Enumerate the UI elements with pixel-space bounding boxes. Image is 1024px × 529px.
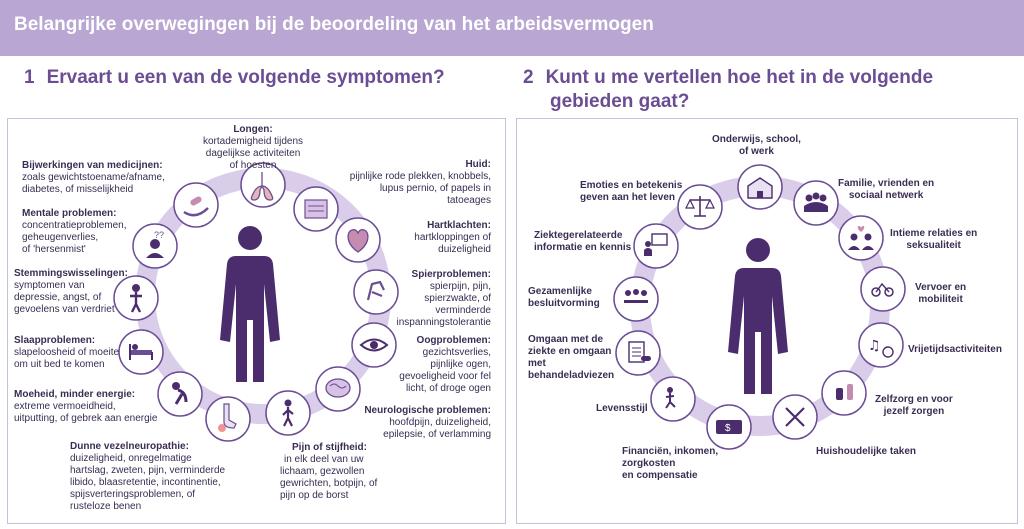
selfcare-icon	[822, 371, 866, 415]
area-lifestyle: Levensstijl	[596, 403, 648, 414]
svg-text:♫: ♫	[868, 338, 881, 354]
area-finances: Financiën, inkomen, zorgkosten en compensatie	[622, 446, 719, 481]
symptom-mood: Stemmingswisselingen: symptomen van depressie, angst, of gevoelens van verdriet	[14, 268, 128, 315]
symptom-eye: Oogproblemen: gezichtsverlies, pijnlijke ogen, gevoeligheid voor fel licht, of droge ogen	[399, 335, 491, 394]
skin-icon	[294, 187, 338, 231]
bed-icon	[119, 330, 163, 374]
area-leisure: Vrijetijdsactiviteiten	[908, 344, 1002, 355]
symptom-mental: Mentale problemen: concentratieproblemen, geheugenverlies, of 'hersenmist'	[22, 208, 127, 255]
symptom-sleep: Slaapproblemen: slapeloosheid of moeite om uit bed te komen	[14, 335, 120, 370]
area-emotions: Emoties en betekenis geven aan het leven	[580, 180, 683, 203]
svg-text:??: ??	[154, 230, 165, 240]
bike-car-icon	[861, 267, 905, 311]
svg-text:$: $	[725, 423, 731, 434]
symptom-heart: Hartklachten: hartkloppingen of duizeligheid	[414, 220, 491, 255]
music-ball-icon	[859, 323, 903, 367]
area-household: Huishoudelijke taken	[816, 446, 917, 457]
area-shared-decision: Gezamenlijke besluitvorming	[528, 286, 600, 309]
symptom-muscle: Spierproblemen: spierpijn, pijn, spierzwakte, of verminderde inspanningstolerantie	[396, 269, 491, 328]
pill-hand-icon	[174, 183, 218, 227]
cleaning-icon	[773, 395, 817, 439]
meeting-icon	[614, 277, 658, 321]
fatigue-icon	[158, 372, 202, 416]
heart-icon	[336, 218, 380, 262]
symptom-small-fiber: Dunne vezelneuropathie: duizeligheid, onregelmatige hartslag, zweten, pijn, verminderde libido, blaasretentie, incontinentie, spijsverteringsproblemen, of rusteloze benen	[70, 441, 226, 512]
person-figure-icon-2	[728, 238, 788, 394]
symptom-fatigue: Moeheid, minder energie: extreme vermoeidheid, uitputting, of gebrek aan energie	[14, 389, 158, 424]
section-1-title: 1 Ervaart u een van de volgende symptomen?	[24, 67, 445, 88]
symptom-lungs: Longen: kortademigheid tijdens dagelijkse activiteiten of hoesten	[203, 124, 304, 171]
page-title: Belangrijke overwegingen bij de beoordeling van het arbeidsvermogen	[14, 14, 654, 35]
area-intimacy: Intieme relaties en seksualiteit	[890, 228, 978, 251]
area-education: Onderwijs, school, of werk	[712, 134, 801, 157]
area-selfcare: Zelfzorg en voor jezelf zorgen	[875, 394, 953, 417]
symptom-pain: Pijn of stijfheid: in elk deel van uw lichaam, gezwollen gewrichten, botpijn, of pijn op de borst	[280, 442, 378, 501]
muscle-icon	[354, 270, 398, 314]
symptom-neuro: Neurologische problemen: hoofdpijn, duizeligheid, epilepsie, of verlamming	[364, 405, 491, 440]
brain-icon	[316, 367, 360, 411]
symptom-skin: Huid: pijnlijke rode plekken, knobbels, lupus pernio, of papels in tatoeages	[349, 159, 491, 206]
area-transport: Vervoer en mobiliteit	[915, 282, 967, 305]
scales-icon	[678, 185, 722, 229]
area-knowledge: Ziektegerelateerde informatie en kennis	[534, 230, 632, 253]
section-2-title: 2 Kunt u me vertellen hoe het in de volgende gebieden gaat?	[523, 67, 934, 112]
couple-heart-icon	[839, 216, 883, 260]
person-figure-icon	[220, 226, 280, 382]
pain-icon	[266, 391, 310, 435]
presentation-icon	[634, 224, 678, 268]
lifestyle-icon	[651, 377, 695, 421]
family-icon	[794, 181, 838, 225]
eye-icon	[352, 323, 396, 367]
school-icon	[738, 165, 782, 209]
question-head-icon	[133, 224, 177, 268]
money-icon	[707, 405, 751, 449]
area-coping: Omgaan met de ziekte en omgaan met behandeladviezen	[528, 334, 615, 381]
area-family: Familie, vrienden en sociaal netwerk	[838, 178, 935, 201]
document-pill-icon	[616, 331, 660, 375]
symptom-medication: Bijwerkingen van medicijnen: zoals gewichtstoename/afname, diabetes, of misselijkheid	[22, 160, 165, 195]
nerve-foot-icon	[206, 397, 250, 441]
